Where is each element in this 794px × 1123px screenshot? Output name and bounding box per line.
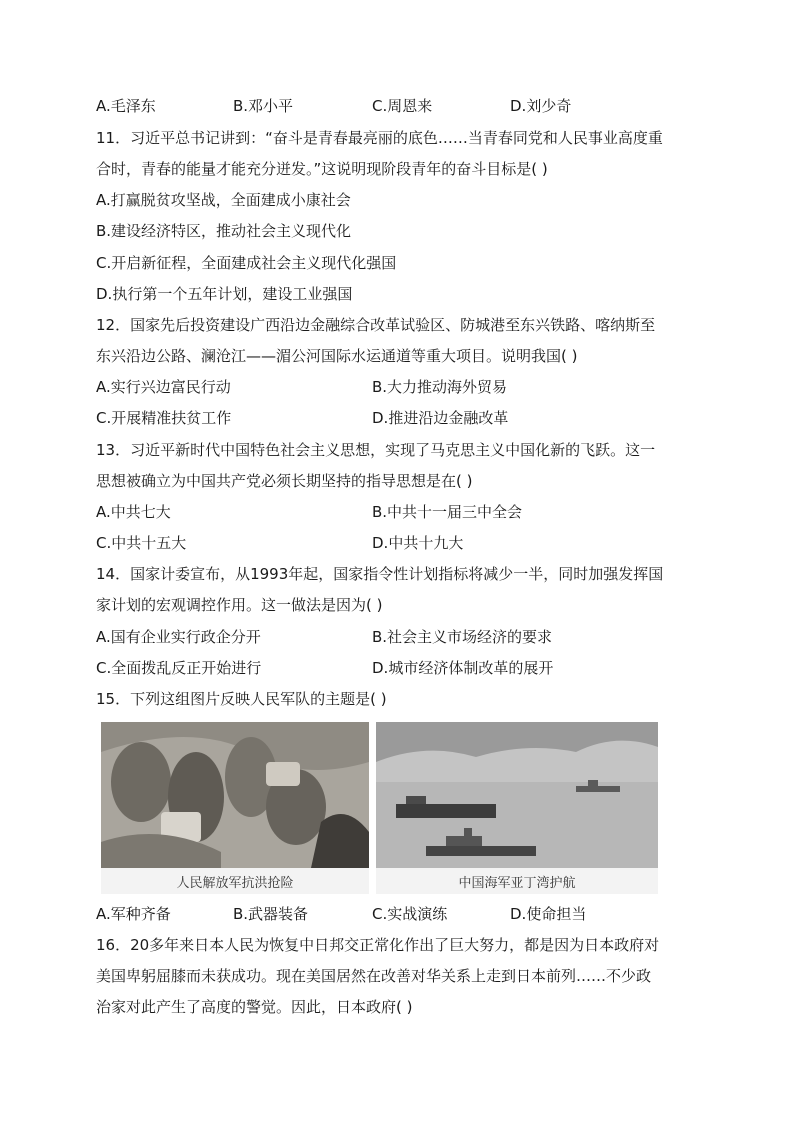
- flood-rescue-caption: 人民解放军抗洪抢险: [101, 868, 369, 894]
- q14-option-a: A.国有企业实行政企分开: [96, 628, 261, 646]
- q16-stem-line2: 美国卑躬屈膝而未获成功。现在美国居然在改善对华关系上走到日本前列……不少政: [96, 967, 652, 985]
- flood-rescue-photo: [101, 722, 369, 894]
- escort-mission-photo: [376, 722, 658, 894]
- q13-option-d: D.中共十九大: [372, 534, 464, 552]
- q13-option-a: A.中共七大: [96, 503, 171, 521]
- q14-option-d: D.城市经济体制改革的展开: [372, 659, 554, 677]
- q11-option-a: A.打赢脱贫攻坚战，全面建成小康社会: [96, 191, 351, 209]
- q13-stem-line1: 13．习近平新时代中国特色社会主义思想，实现了马克思主义中国化新的飞跃。这一: [96, 441, 656, 459]
- escort-mission-image: [376, 722, 658, 868]
- q15-option-d: D.使命担当: [510, 905, 587, 923]
- q14-option-b: B.社会主义市场经济的要求: [372, 628, 553, 646]
- q15-option-a: A.军种齐备: [96, 905, 171, 923]
- q12-stem-line1: 12．国家先后投资建设广西沿边金融综合改革试验区、防城港至东兴铁路、喀纳斯至: [96, 316, 656, 334]
- q11-stem-line2: 合时，青春的能量才能充分迸发。”这说明现阶段青年的奋斗目标是( ): [96, 160, 548, 178]
- q11-option-b: B.建设经济特区，推动社会主义现代化: [96, 222, 352, 240]
- q12-option-d: D.推进沿边金融改革: [372, 409, 509, 427]
- q15-stem: 15．下列这组图片反映人民军队的主题是( ): [96, 690, 387, 708]
- q12-option-c: C.开展精准扶贫工作: [96, 409, 232, 427]
- q10-option-d: D.刘少奇: [510, 97, 572, 115]
- q10-option-b: B.邓小平: [233, 97, 294, 115]
- flood-rescue-image: [101, 722, 369, 868]
- q10-option-a: A.毛泽东: [96, 97, 156, 115]
- q14-option-c: C.全面拨乱反正开始进行: [96, 659, 262, 677]
- q13-option-b: B.中共十一届三中全会: [372, 503, 523, 521]
- q16-stem-line3: 治家对此产生了高度的警觉。因此，日本政府( ): [96, 998, 413, 1016]
- q14-stem-line1: 14．国家计委宣布，从1993年起，国家指令性计划指标将减少一半，同时加强发挥国: [96, 565, 664, 583]
- q10-option-c: C.周恩来: [372, 97, 433, 115]
- escort-mission-caption: 中国海军亚丁湾护航: [376, 868, 658, 894]
- q15-option-c: C.实战演练: [372, 905, 448, 923]
- q16-stem-line1: 16．20多年来日本人民为恢复中日邦交正常化作出了巨大努力，都是因为日本政府对: [96, 936, 660, 954]
- q14-stem-line2: 家计划的宏观调控作用。这一做法是因为( ): [96, 596, 383, 614]
- q11-option-c: C.开启新征程，全面建成社会主义现代化强国: [96, 254, 397, 272]
- q11-option-d: D.执行第一个五年计划，建设工业强国: [96, 285, 353, 303]
- q11-stem-line1: 11．习近平总书记讲到：“奋斗是青春最亮丽的底色……当青春同党和人民事业高度重: [96, 129, 663, 147]
- q13-option-c: C.中共十五大: [96, 534, 187, 552]
- q12-option-b: B.大力推动海外贸易: [372, 378, 508, 396]
- q12-stem-line2: 东兴沿边公路、澜沧江——湄公河国际水运通道等重大项目。说明我国( ): [96, 347, 578, 365]
- q15-option-b: B.武器装备: [233, 905, 309, 923]
- q12-option-a: A.实行兴边富民行动: [96, 378, 231, 396]
- q13-stem-line2: 思想被确立为中国共产党必须长期坚持的指导思想是在( ): [96, 472, 473, 490]
